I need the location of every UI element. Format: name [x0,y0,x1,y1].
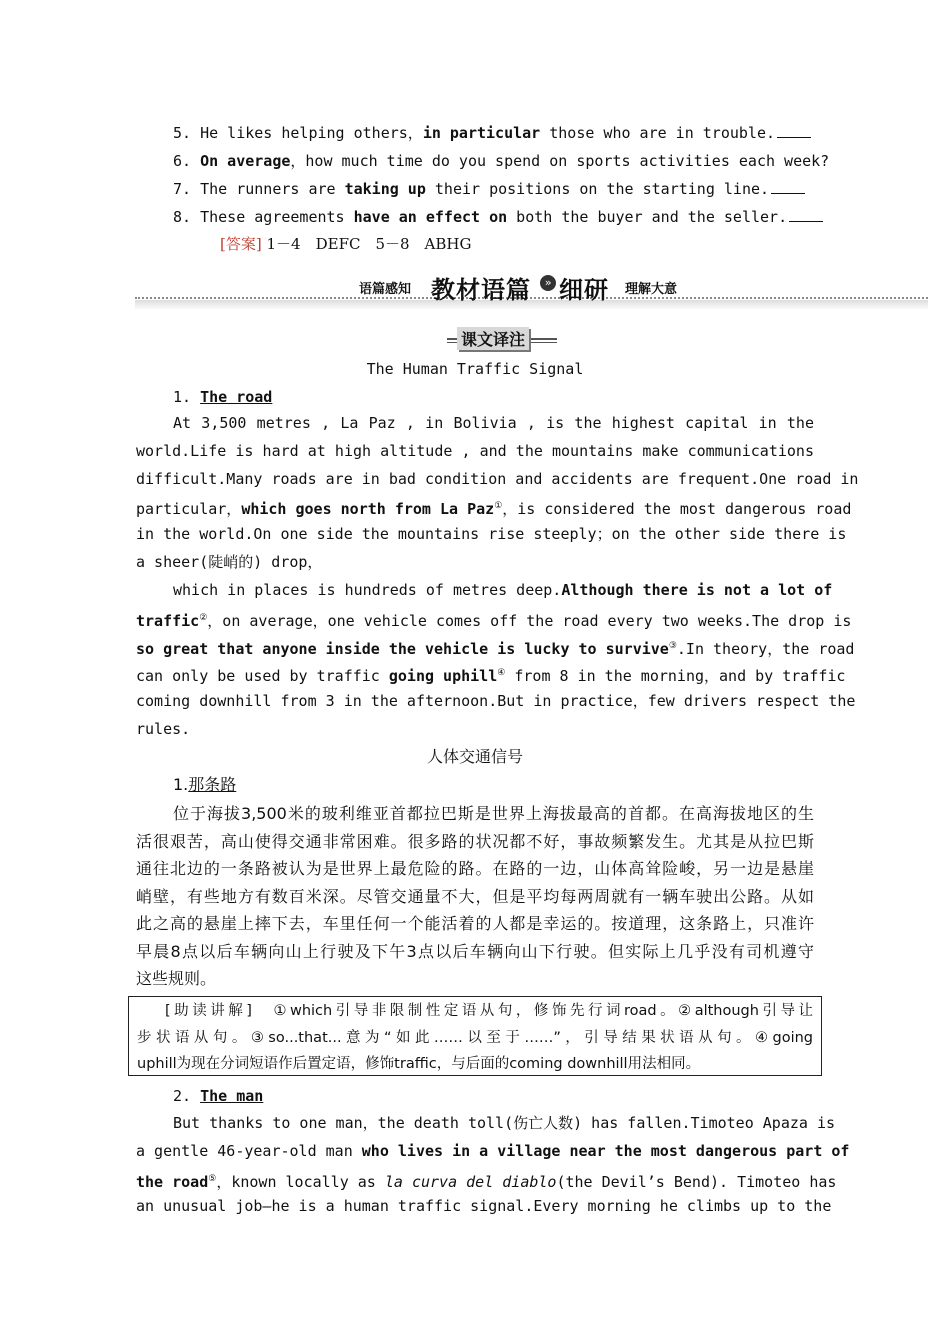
exercise-item: 6. On average，how much time do you spend on sports activities each week? [173,152,830,170]
paragraph: But thanks to one man，the death toll(伤亡人数) has fallen.Timoteo Apaza is a gentle 46-year-old man who lives in a village near the most dangerous part of the road⑤，known locally as la curva del diablo(the Devil’s Bend). Timoteo has an unusual job—he is a human traffic signal.Every morning he climbs up to the [136,1114,850,1216]
banner-title-a: 教材语篇 [431,276,531,304]
chinese-title: 人体交通信号 [426,747,523,766]
section-heading: 1. The road [173,388,273,406]
paragraph: At 3,500 metres , La Paz , in Bolivia , is the highest capital in the world.Life is hard at high altitude , and the mountains make communications difficult.Many roads are in bad condition and accidents are frequent.One road in particular，which goes north from La Paz①，is considered the most dangerous road in the world.On one side the mountains rise steeply；on the other side there is a sheer(陡峭的) drop， [136,414,859,571]
answer-text: 1－4 DEFC 5－8 ABHG [266,235,472,253]
banner-left-label: 语篇感知 [359,282,412,297]
exercise-item: 7. The runners are taking up their positions on the starting line. [173,179,805,199]
paragraph: which in places is hundreds of metres deep.Although there is not a lot of traffic②，on average，one vehicle comes off the road every two weeks.The drop is so great that anyone inside the vehicle is lucky to survive③.In theory，the road can only be used by traffic going uphill④ from 8 in the morning，and by traffic coming downhill from 3 in the afternoon.But in practice，few drivers respect the rules. [136,581,856,738]
section-banner [135,270,928,310]
section-heading: 1.那条路 [173,775,237,794]
section-heading: 2. The man [173,1087,264,1105]
article-title: The Human Traffic Signal [366,360,584,378]
exercise-item: 5. He likes helping others，in particular those who are in trouble. [173,123,811,143]
banner-right-label: 理解大意 [625,282,678,297]
answer-tag: [答案] [220,235,262,253]
section-badge: 课文译注 [447,328,557,350]
answer-blank[interactable] [771,181,805,194]
chevron-right-icon: » [540,275,556,291]
banner-title-b: 细研 [559,276,609,304]
answer-key [220,234,471,254]
translation-paragraph: 位于海拔3,500米的玻利维亚首都拉巴斯是世界上海拔最高的首都。在高海拔地区的生 活很艰苦，高山使得交通非常困难。很多路的状况都不好，事故频繁发生。尤其是从拉巴斯 通往北边的一条路被认为是世界上最危险的路。在路的一边，山体高耸险峻，另一边是悬崖 峭壁，有些地方有数百米深。尽管交通量不大，但是平均每两周就有一辆车驶出公路。从如 此之高的悬崖上摔下去，车里任何一个能活着的人都是幸运的。按道理，这条路上，只准许 早晨8点以后车辆向山上行驶及下午3点以后车辆向山下行驶。但实际上几乎没有司机遵守 这些规则。 [136,804,814,988]
reading-notes-box: [助读讲解] ①which引导非限制性定语从句，修饰先行词road。②although引导让 步状语从句。③so...that...意为“如此……以至于……”，引导结果状语从句。④going uphill为现在分词短语作后置定语，修饰traffic，与后面的coming downhill用法相同。 [128,996,822,1076]
answer-blank[interactable] [789,209,823,222]
answer-blank[interactable] [777,125,811,138]
exercise-item: 8. These agreements have an effect on both the buyer and the seller. [173,207,823,227]
